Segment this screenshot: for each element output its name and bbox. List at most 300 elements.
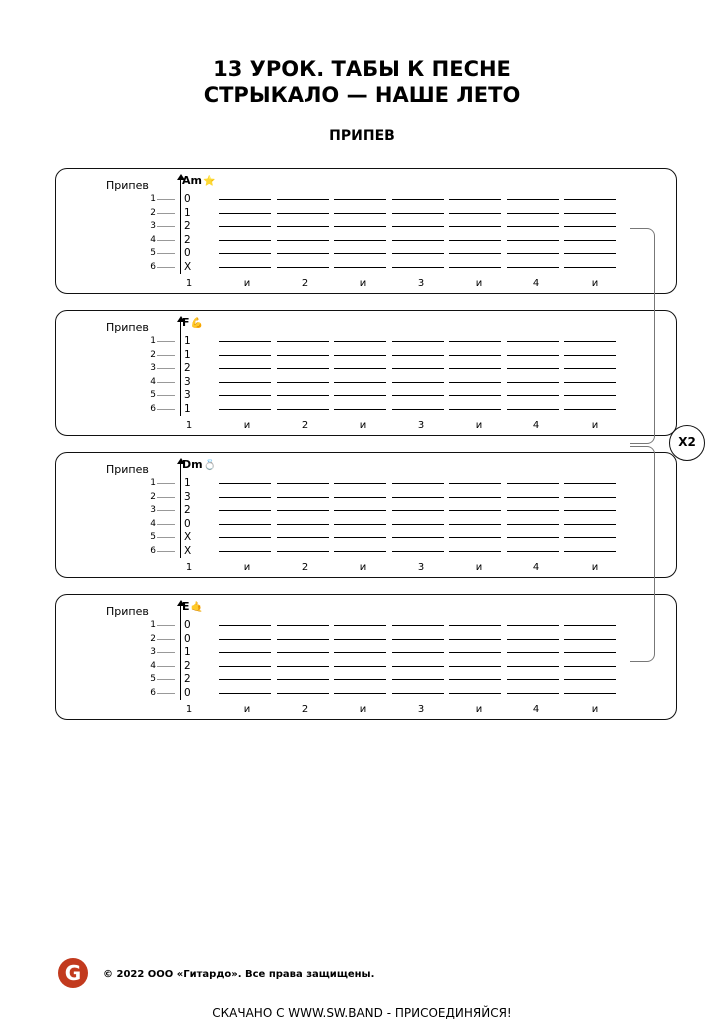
string-line (564, 524, 616, 525)
string-line (334, 639, 386, 640)
string-line (449, 395, 501, 396)
string-line (392, 679, 444, 680)
fret-value: 1 (184, 206, 191, 219)
string-number: 4 (150, 518, 156, 529)
beat-label: и (475, 704, 483, 715)
string-line (219, 341, 271, 342)
download-note: СКАЧАНО С WWW.SW.BAND - ПРИСОЕДИНЯЙСЯ! (212, 1006, 512, 1020)
string-line (334, 652, 386, 653)
string-line (392, 652, 444, 653)
string-line (564, 395, 616, 396)
string-number: 1 (150, 336, 156, 346)
string-line (334, 409, 386, 410)
string-line (564, 240, 616, 241)
string-tick (157, 639, 175, 640)
gitardo-logo-icon: G (58, 958, 88, 988)
string-tick (157, 267, 175, 268)
string-line (507, 355, 559, 356)
string-tick (157, 240, 175, 241)
string-line (392, 551, 444, 552)
fret-value: 1 (184, 403, 191, 415)
chord-label: Am (182, 174, 202, 187)
fret-value: 2 (184, 362, 191, 375)
beat-label: и (591, 420, 599, 431)
string-line (334, 267, 386, 268)
chord-emoji-icon: 💪 (190, 318, 203, 329)
string-tick (157, 213, 175, 214)
string-line (277, 679, 329, 680)
string-number: 3 (150, 363, 156, 374)
section-title: ПРИПЕВ (329, 128, 395, 144)
string-line (392, 355, 444, 356)
string-line (334, 666, 386, 667)
string-line (449, 510, 501, 511)
beat-label: и (475, 420, 483, 431)
string-line (449, 341, 501, 342)
fret-value: X (184, 531, 192, 544)
string-number: 1 (150, 194, 156, 204)
fret-axis (180, 602, 181, 700)
string-line (219, 625, 271, 626)
string-tick (157, 341, 175, 342)
string-line (219, 240, 271, 241)
string-line (334, 341, 386, 342)
fret-axis (180, 460, 181, 558)
string-line (449, 551, 501, 552)
string-number: 2 (150, 633, 156, 644)
repeat-badge: X2 (669, 425, 705, 461)
string-line (277, 355, 329, 356)
string-line (277, 368, 329, 369)
chord-emoji-icon: ⭐ (202, 176, 216, 187)
beat-label: 4 (532, 420, 540, 431)
string-line (449, 652, 501, 653)
string-line (219, 652, 271, 653)
beat-label: 4 (532, 704, 540, 715)
fret-value: 0 (184, 619, 191, 631)
string-line (564, 639, 616, 640)
string-number: 6 (150, 688, 156, 698)
chord-label: E (182, 600, 190, 613)
string-line (507, 395, 559, 396)
string-line (507, 226, 559, 227)
string-line (564, 537, 616, 538)
string-line (507, 382, 559, 383)
block-label: Припев (106, 463, 149, 476)
beat-label: 3 (417, 278, 425, 289)
title-line-2: СТРЫКАЛО — НАШЕ ЛЕТО (203, 83, 521, 107)
string-line (564, 368, 616, 369)
chord-name (182, 600, 203, 613)
string-tick (157, 382, 175, 383)
beat-label: и (359, 562, 367, 573)
string-line (219, 213, 271, 214)
beat-label: 4 (532, 278, 540, 289)
fret-value: 2 (184, 659, 191, 672)
string-line (277, 267, 329, 268)
string-line (564, 213, 616, 214)
string-line (564, 679, 616, 680)
chord-label: F (182, 316, 190, 329)
string-tick (157, 253, 175, 254)
string-line (277, 253, 329, 254)
string-number: 5 (150, 248, 156, 259)
string-tick (157, 625, 175, 626)
string-line (392, 639, 444, 640)
string-line (392, 368, 444, 369)
string-line (507, 341, 559, 342)
string-line (564, 267, 616, 268)
string-line (392, 382, 444, 383)
fret-value: 2 (184, 233, 191, 246)
fret-value: 0 (184, 632, 191, 645)
string-line (277, 652, 329, 653)
tab-block (55, 168, 677, 294)
axis-arrow-icon (177, 174, 185, 180)
string-line (219, 355, 271, 356)
string-line (507, 253, 559, 254)
repeat-bracket-bottom (630, 446, 655, 662)
string-line (449, 497, 501, 498)
beat-label: 1 (185, 704, 193, 715)
string-tick (157, 524, 175, 525)
fret-value: 0 (184, 193, 191, 205)
fret-value: 1 (184, 335, 191, 347)
string-line (392, 497, 444, 498)
string-number: 6 (150, 546, 156, 556)
copyright-text: © 2022 ООО «Гитардо». Все права защищены. (103, 969, 375, 980)
string-line (277, 497, 329, 498)
fret-value: 1 (184, 348, 191, 361)
string-line (449, 524, 501, 525)
string-line (392, 199, 444, 200)
string-line (334, 679, 386, 680)
fret-value: X (184, 261, 192, 273)
string-line (334, 253, 386, 254)
string-line (334, 368, 386, 369)
string-tick (157, 652, 175, 653)
string-number: 6 (150, 262, 156, 272)
fret-value: 0 (184, 247, 191, 260)
string-line (449, 639, 501, 640)
string-line (564, 226, 616, 227)
string-line (507, 497, 559, 498)
chord-emoji-icon: 💍 (203, 460, 217, 471)
string-line (219, 537, 271, 538)
string-line (564, 693, 616, 694)
string-line (392, 240, 444, 241)
string-line (449, 267, 501, 268)
fret-value: 3 (184, 389, 191, 402)
string-tick (157, 199, 175, 200)
beat-label: 1 (185, 278, 193, 289)
string-number: 2 (150, 207, 156, 218)
string-line (277, 524, 329, 525)
string-line (507, 693, 559, 694)
string-line (564, 409, 616, 410)
string-line (219, 267, 271, 268)
fret-value: 0 (184, 687, 191, 699)
axis-arrow-icon (177, 600, 185, 606)
block-label: Припев (106, 321, 149, 334)
string-line (334, 395, 386, 396)
string-line (507, 524, 559, 525)
string-line (219, 253, 271, 254)
string-line (564, 497, 616, 498)
beat-label: 4 (532, 562, 540, 573)
title-line-1: 13 УРОК. ТАБЫ К ПЕСНЕ (213, 57, 511, 81)
string-line (449, 679, 501, 680)
string-number: 3 (150, 221, 156, 232)
fret-value: 2 (184, 673, 191, 686)
string-line (507, 368, 559, 369)
beat-label: и (243, 420, 251, 431)
string-line (507, 483, 559, 484)
string-line (277, 510, 329, 511)
string-line (507, 213, 559, 214)
string-number: 2 (150, 349, 156, 360)
string-number: 1 (150, 478, 156, 488)
string-tick (157, 510, 175, 511)
string-line (564, 199, 616, 200)
string-line (219, 483, 271, 484)
string-line (334, 483, 386, 484)
string-line (449, 226, 501, 227)
beat-label: и (243, 278, 251, 289)
beat-label: 3 (417, 420, 425, 431)
string-line (507, 652, 559, 653)
chord-emoji-icon: 🤙 (190, 602, 203, 613)
string-number: 5 (150, 532, 156, 543)
string-line (449, 483, 501, 484)
string-line (334, 240, 386, 241)
string-tick (157, 355, 175, 356)
string-line (392, 625, 444, 626)
beat-label: 2 (301, 562, 309, 573)
beat-label: и (591, 278, 599, 289)
fret-value: 2 (184, 220, 191, 233)
string-line (334, 625, 386, 626)
string-line (449, 368, 501, 369)
string-line (507, 409, 559, 410)
string-number: 3 (150, 647, 156, 658)
string-line (219, 693, 271, 694)
beat-label: 2 (301, 704, 309, 715)
string-line (392, 395, 444, 396)
string-line (564, 253, 616, 254)
string-line (219, 497, 271, 498)
string-line (392, 693, 444, 694)
string-line (334, 355, 386, 356)
string-line (277, 240, 329, 241)
string-tick (157, 497, 175, 498)
string-line (392, 409, 444, 410)
string-line (219, 199, 271, 200)
beat-label: 1 (185, 562, 193, 573)
string-number: 4 (150, 376, 156, 387)
string-line (507, 199, 559, 200)
string-tick (157, 693, 175, 694)
string-line (507, 639, 559, 640)
fret-value: 3 (184, 490, 191, 503)
string-line (564, 483, 616, 484)
string-line (507, 625, 559, 626)
fret-value: 3 (184, 375, 191, 388)
string-line (219, 551, 271, 552)
string-line (334, 524, 386, 525)
repeat-bracket-top (630, 228, 655, 444)
string-line (392, 510, 444, 511)
string-line (564, 382, 616, 383)
string-tick (157, 483, 175, 484)
beat-label: и (243, 704, 251, 715)
string-tick (157, 666, 175, 667)
chord-name (182, 316, 203, 329)
tab-block (55, 452, 677, 578)
fret-value: 0 (184, 517, 191, 530)
string-tick (157, 368, 175, 369)
chord-label: Dm (182, 458, 203, 471)
string-line (392, 253, 444, 254)
string-line (334, 510, 386, 511)
string-line (219, 524, 271, 525)
string-line (507, 679, 559, 680)
string-line (334, 382, 386, 383)
string-line (334, 551, 386, 552)
string-line (564, 341, 616, 342)
string-line (564, 625, 616, 626)
string-line (334, 213, 386, 214)
string-line (277, 483, 329, 484)
string-number: 2 (150, 491, 156, 502)
string-line (564, 355, 616, 356)
fret-value: 1 (184, 477, 191, 489)
string-line (507, 510, 559, 511)
fret-value: X (184, 545, 192, 557)
string-line (277, 382, 329, 383)
chord-name (182, 458, 216, 471)
string-number: 4 (150, 660, 156, 671)
string-line (334, 226, 386, 227)
string-line (449, 240, 501, 241)
fret-value: 1 (184, 646, 191, 659)
block-label: Припев (106, 179, 149, 192)
block-label: Припев (106, 605, 149, 618)
string-line (507, 267, 559, 268)
tab-block (55, 594, 677, 720)
string-line (219, 226, 271, 227)
beat-label: 1 (185, 420, 193, 431)
fret-value: 2 (184, 504, 191, 517)
string-number: 4 (150, 234, 156, 245)
string-line (277, 341, 329, 342)
beat-label: 2 (301, 278, 309, 289)
beat-label: и (591, 562, 599, 573)
string-line (277, 693, 329, 694)
string-number: 1 (150, 620, 156, 630)
string-number: 6 (150, 404, 156, 414)
string-number: 5 (150, 674, 156, 685)
fret-axis (180, 318, 181, 416)
string-line (449, 625, 501, 626)
beat-label: и (475, 562, 483, 573)
string-line (277, 395, 329, 396)
string-line (219, 382, 271, 383)
string-line (277, 551, 329, 552)
string-line (392, 226, 444, 227)
beat-label: 2 (301, 420, 309, 431)
string-line (334, 199, 386, 200)
beat-label: и (359, 704, 367, 715)
string-tick (157, 226, 175, 227)
string-number: 5 (150, 390, 156, 401)
string-line (392, 267, 444, 268)
string-line (277, 625, 329, 626)
string-line (449, 693, 501, 694)
string-line (334, 497, 386, 498)
string-line (277, 213, 329, 214)
string-line (564, 652, 616, 653)
axis-arrow-icon (177, 316, 185, 322)
string-line (277, 666, 329, 667)
string-line (564, 551, 616, 552)
string-line (564, 510, 616, 511)
string-line (449, 382, 501, 383)
string-line (277, 537, 329, 538)
string-tick (157, 537, 175, 538)
beat-label: 3 (417, 704, 425, 715)
string-line (449, 213, 501, 214)
string-line (277, 409, 329, 410)
tab-block (55, 310, 677, 436)
beat-label: и (359, 420, 367, 431)
string-line (277, 639, 329, 640)
string-line (507, 240, 559, 241)
string-line (277, 199, 329, 200)
string-line (219, 368, 271, 369)
string-line (392, 341, 444, 342)
beat-label: и (359, 278, 367, 289)
beat-label: и (243, 562, 251, 573)
string-line (507, 537, 559, 538)
string-tick (157, 395, 175, 396)
string-tick (157, 551, 175, 552)
string-line (219, 510, 271, 511)
string-line (392, 483, 444, 484)
beat-label: 3 (417, 562, 425, 573)
string-line (392, 537, 444, 538)
string-line (219, 409, 271, 410)
string-line (219, 639, 271, 640)
axis-arrow-icon (177, 458, 185, 464)
string-line (219, 395, 271, 396)
beat-label: и (591, 704, 599, 715)
string-line (449, 537, 501, 538)
string-line (219, 666, 271, 667)
string-line (392, 524, 444, 525)
fret-axis (180, 176, 181, 274)
string-line (507, 666, 559, 667)
string-line (334, 693, 386, 694)
string-line (449, 355, 501, 356)
string-line (277, 226, 329, 227)
string-line (449, 409, 501, 410)
string-line (449, 666, 501, 667)
string-line (219, 679, 271, 680)
string-line (507, 551, 559, 552)
string-tick (157, 679, 175, 680)
string-line (392, 213, 444, 214)
